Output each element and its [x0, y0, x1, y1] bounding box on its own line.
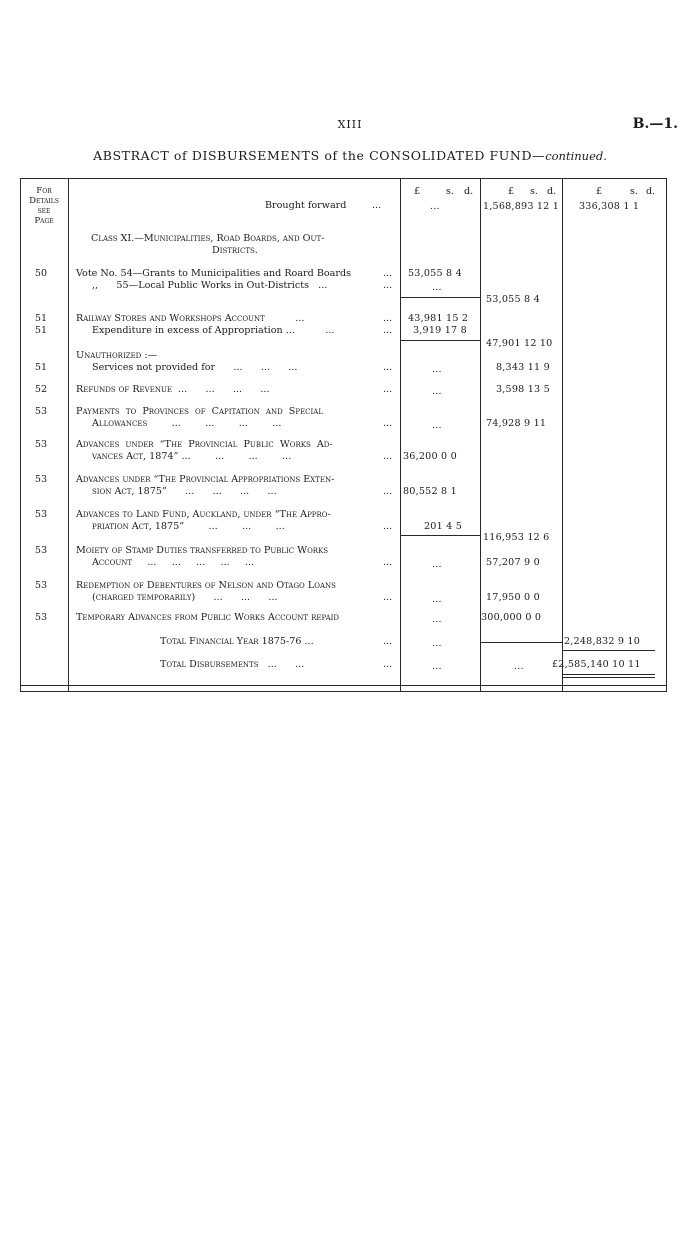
- detail-page-ref: 51: [34, 325, 48, 336]
- details-header-line: Details: [29, 196, 59, 206]
- details-header-line: Page: [34, 216, 54, 226]
- total-rule: [481, 642, 563, 643]
- brought-forward-col3: 336,308 1 1: [579, 201, 640, 212]
- advances-subtotal-col2: 116,953 12 6: [483, 532, 550, 543]
- brought-forward-col2: 1,568,893 12 1: [483, 201, 560, 212]
- detail-page-ref: 53: [34, 509, 48, 520]
- leader-dots: ...: [383, 636, 393, 647]
- detail-page-ref: 52: [34, 384, 48, 395]
- subtotal-rule: [401, 340, 480, 341]
- leader-dots: ...: [383, 280, 393, 291]
- detail-page-ref: 50: [34, 268, 48, 279]
- leader-dots: ...: [372, 200, 382, 211]
- leader-dots: ...: [383, 557, 393, 568]
- col1-shillings-header: s.: [446, 186, 454, 197]
- leader-dots: ...: [383, 592, 393, 603]
- brought-forward-col1: ...: [430, 201, 440, 212]
- col2-pound-header: £: [508, 186, 515, 197]
- leader-dots: ...: [383, 384, 393, 395]
- class-heading: Class XI.—Municipalities, Road Boards, and Out-: [91, 233, 325, 244]
- total-disbursements-col2: ...: [514, 661, 524, 672]
- document-reference: B.—1.: [632, 116, 678, 132]
- row-label: Expenditure in excess of Appropriation ... ...: [92, 325, 335, 336]
- row-label: vances Act, 1874” ... ... ... ...: [92, 451, 292, 462]
- row-col1: 80,552 8 1: [403, 486, 457, 497]
- leader-dots: ...: [383, 313, 393, 324]
- column-divider: [562, 178, 563, 691]
- row-col2: 8,343 11 9: [496, 362, 550, 373]
- row-col1: 201 4 5: [424, 521, 463, 532]
- total-financial-year-col1: ...: [432, 638, 442, 649]
- total-financial-year-label: Total Financial Year 1875-76 ...: [160, 636, 314, 647]
- row-label: Vote No. 54—Grants to Municipalities and Roard Boards: [76, 268, 352, 279]
- row-label: Temporary Advances from Public Works Account repaid: [76, 612, 340, 623]
- detail-page-ref: 51: [34, 362, 48, 373]
- row-label: priation Act, 1875” ... ... ...: [92, 521, 285, 532]
- col3-shillings-header: s.: [630, 186, 638, 197]
- row-label: Advances under “The Provincial Appropriations Exten-: [76, 474, 335, 485]
- page-title: [0, 148, 700, 163]
- row-col1: ...: [432, 420, 442, 431]
- details-header-line: For: [36, 186, 52, 196]
- col2-shillings-header: s.: [530, 186, 538, 197]
- detail-page-ref: 53: [34, 439, 48, 450]
- subtotal-rule: [401, 535, 480, 536]
- leader-dots: ...: [383, 418, 393, 429]
- leader-dots: ...: [383, 325, 393, 336]
- total-disbursements-label: Total Disbursements ... ...: [160, 659, 305, 670]
- row-col1: ...: [432, 594, 442, 605]
- grand-total-rule: [563, 677, 655, 678]
- column-divider: [400, 178, 401, 691]
- row-label: sion Act, 1875” ... ... ... ...: [92, 486, 277, 497]
- detail-page-ref: 53: [34, 612, 48, 623]
- total-disbursements-col1: ...: [432, 661, 442, 672]
- detail-page-ref: 53: [34, 474, 48, 485]
- brought-forward-label: Brought forward: [265, 200, 347, 211]
- row-label: Refunds of Revenue ... ... ... ...: [76, 384, 270, 395]
- row-label: Services not provided for ... ... ...: [92, 362, 298, 373]
- col3-pound-header: £: [596, 186, 603, 197]
- page-number: XIII: [337, 118, 363, 131]
- railway-subtotal-col2: 47,901 12 10: [486, 338, 553, 349]
- detail-page-ref: 53: [34, 580, 48, 591]
- col1-pound-header: £: [414, 186, 421, 197]
- row-col1: 43,981 15 2: [408, 313, 469, 324]
- column-divider: [68, 178, 69, 691]
- leader-dots: ...: [383, 362, 393, 373]
- row-label: Payments to Provinces of Capitation and Special: [76, 406, 323, 417]
- row-col2: 17,950 0 0: [486, 592, 540, 603]
- leader-dots: ...: [383, 268, 393, 279]
- col2-pence-header: d.: [547, 186, 557, 197]
- row-label: Advances to Land Fund, Auckland, under “The Appro-: [76, 509, 331, 520]
- leader-dots: ...: [383, 521, 393, 532]
- row-label: Advances under “The Provincial Public Works Ad-: [76, 439, 333, 450]
- row-col2: 300,000 0 0: [481, 612, 542, 623]
- row-label: Moiety of Stamp Duties transferred to Public Works: [76, 545, 329, 556]
- row-col1: ...: [432, 386, 442, 397]
- detail-page-ref: 53: [34, 406, 48, 417]
- row-label: Allowances ... ... ... ...: [92, 418, 282, 429]
- row-label: (charged temporarily) ... ... ...: [92, 592, 278, 603]
- class-subtotal-col2: 53,055 8 4: [486, 294, 540, 305]
- row-col2: 3,598 13 5: [496, 384, 550, 395]
- row-label: Redemption of Debentures of Nelson and Otago Loans: [76, 580, 336, 591]
- title-text: ABSTRACT of DISBURSEMENTS of the CONSOLIDATED FUND—: [93, 148, 546, 163]
- subtotal-rule: [401, 297, 480, 298]
- col3-pence-header: d.: [646, 186, 656, 197]
- details-header-line: see: [37, 206, 51, 216]
- total-financial-year-col3: 2,248,832 9 10: [564, 636, 641, 647]
- leader-dots: ...: [383, 451, 393, 462]
- row-col1: ...: [432, 559, 442, 570]
- row-col2: 74,928 9 11: [486, 418, 547, 429]
- row-label: Railway Stores and Workshops Account ...: [76, 313, 305, 324]
- details-header: [20, 186, 68, 226]
- row-col1: ...: [432, 364, 442, 375]
- row-col1: 53,055 8 4: [408, 268, 462, 279]
- section-heading: Unauthorized :—: [76, 350, 158, 361]
- detail-page-ref: 53: [34, 545, 48, 556]
- row-col1: 3,919 17 8: [413, 325, 467, 336]
- row-col1: ...: [432, 614, 442, 625]
- detail-page-ref: 51: [34, 313, 48, 324]
- row-label: ,, 55—Local Public Works in Out-Districts ...: [92, 280, 328, 291]
- title-suffix: continued.: [545, 149, 607, 163]
- total-disbursements-col3: £2,585,140 10 11: [552, 659, 641, 670]
- leader-dots: ...: [383, 659, 393, 670]
- row-col2: 57,207 9 0: [486, 557, 540, 568]
- row-col1: ...: [432, 282, 442, 293]
- class-heading-continued: Districts.: [212, 245, 258, 256]
- table-bottom-rule: [20, 685, 666, 686]
- total-rule: [563, 650, 655, 651]
- col1-pence-header: d.: [464, 186, 474, 197]
- grand-total-rule: [563, 674, 655, 675]
- row-col1: 36,200 0 0: [403, 451, 457, 462]
- leader-dots: ...: [383, 486, 393, 497]
- row-label: Account ... ... ... ... ...: [92, 557, 255, 568]
